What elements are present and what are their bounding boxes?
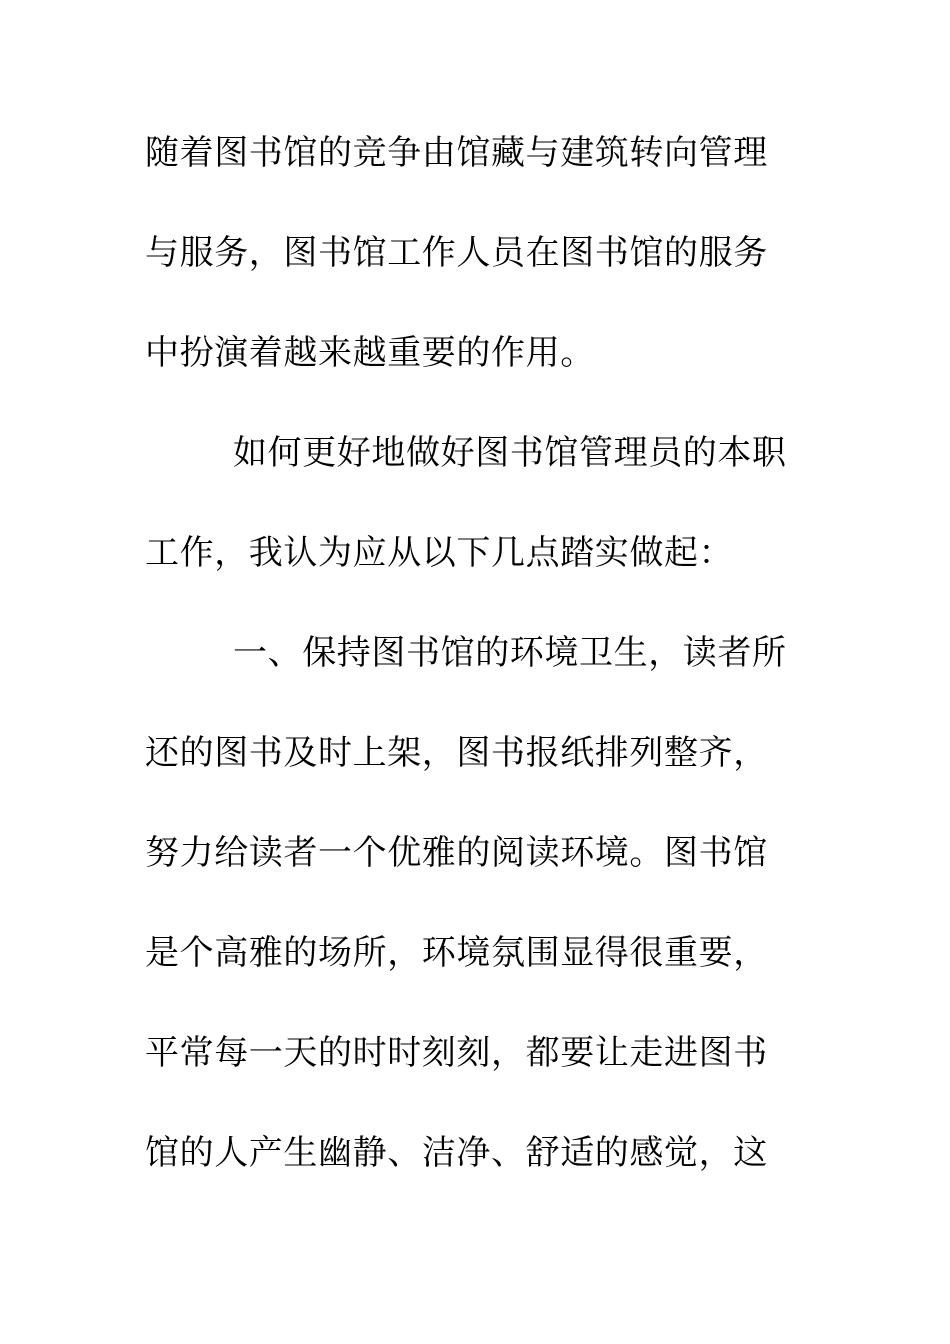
paragraph-first-line: 一、保持图书馆的环境卫生，读者所 xyxy=(233,633,787,673)
text-line: 还的图书及时上架，图书报纸排列整齐， xyxy=(145,733,768,773)
text-line: 努力给读者一个优雅的阅读环境。图书馆 xyxy=(145,833,768,873)
text-line: 随着图书馆的竞争由馆藏与建筑转向管理 xyxy=(145,133,768,173)
text-line: 工作，我认为应从以下几点踏实做起： xyxy=(145,533,734,573)
text-line: 是个高雅的场所，环境氛围显得很重要， xyxy=(145,933,768,973)
text-line: 平常每一天的时时刻刻，都要让走进图书 xyxy=(145,1033,768,1073)
paragraph-first-line: 如何更好地做好图书馆管理员的本职 xyxy=(233,433,787,473)
text-line: 馆的人产生幽静、洁净、舒适的感觉，这 xyxy=(145,1133,768,1173)
text-line: 与服务，图书馆工作人员在图书馆的服务 xyxy=(145,233,768,273)
text-line: 中扮演着越来越重要的作用。 xyxy=(145,333,595,373)
